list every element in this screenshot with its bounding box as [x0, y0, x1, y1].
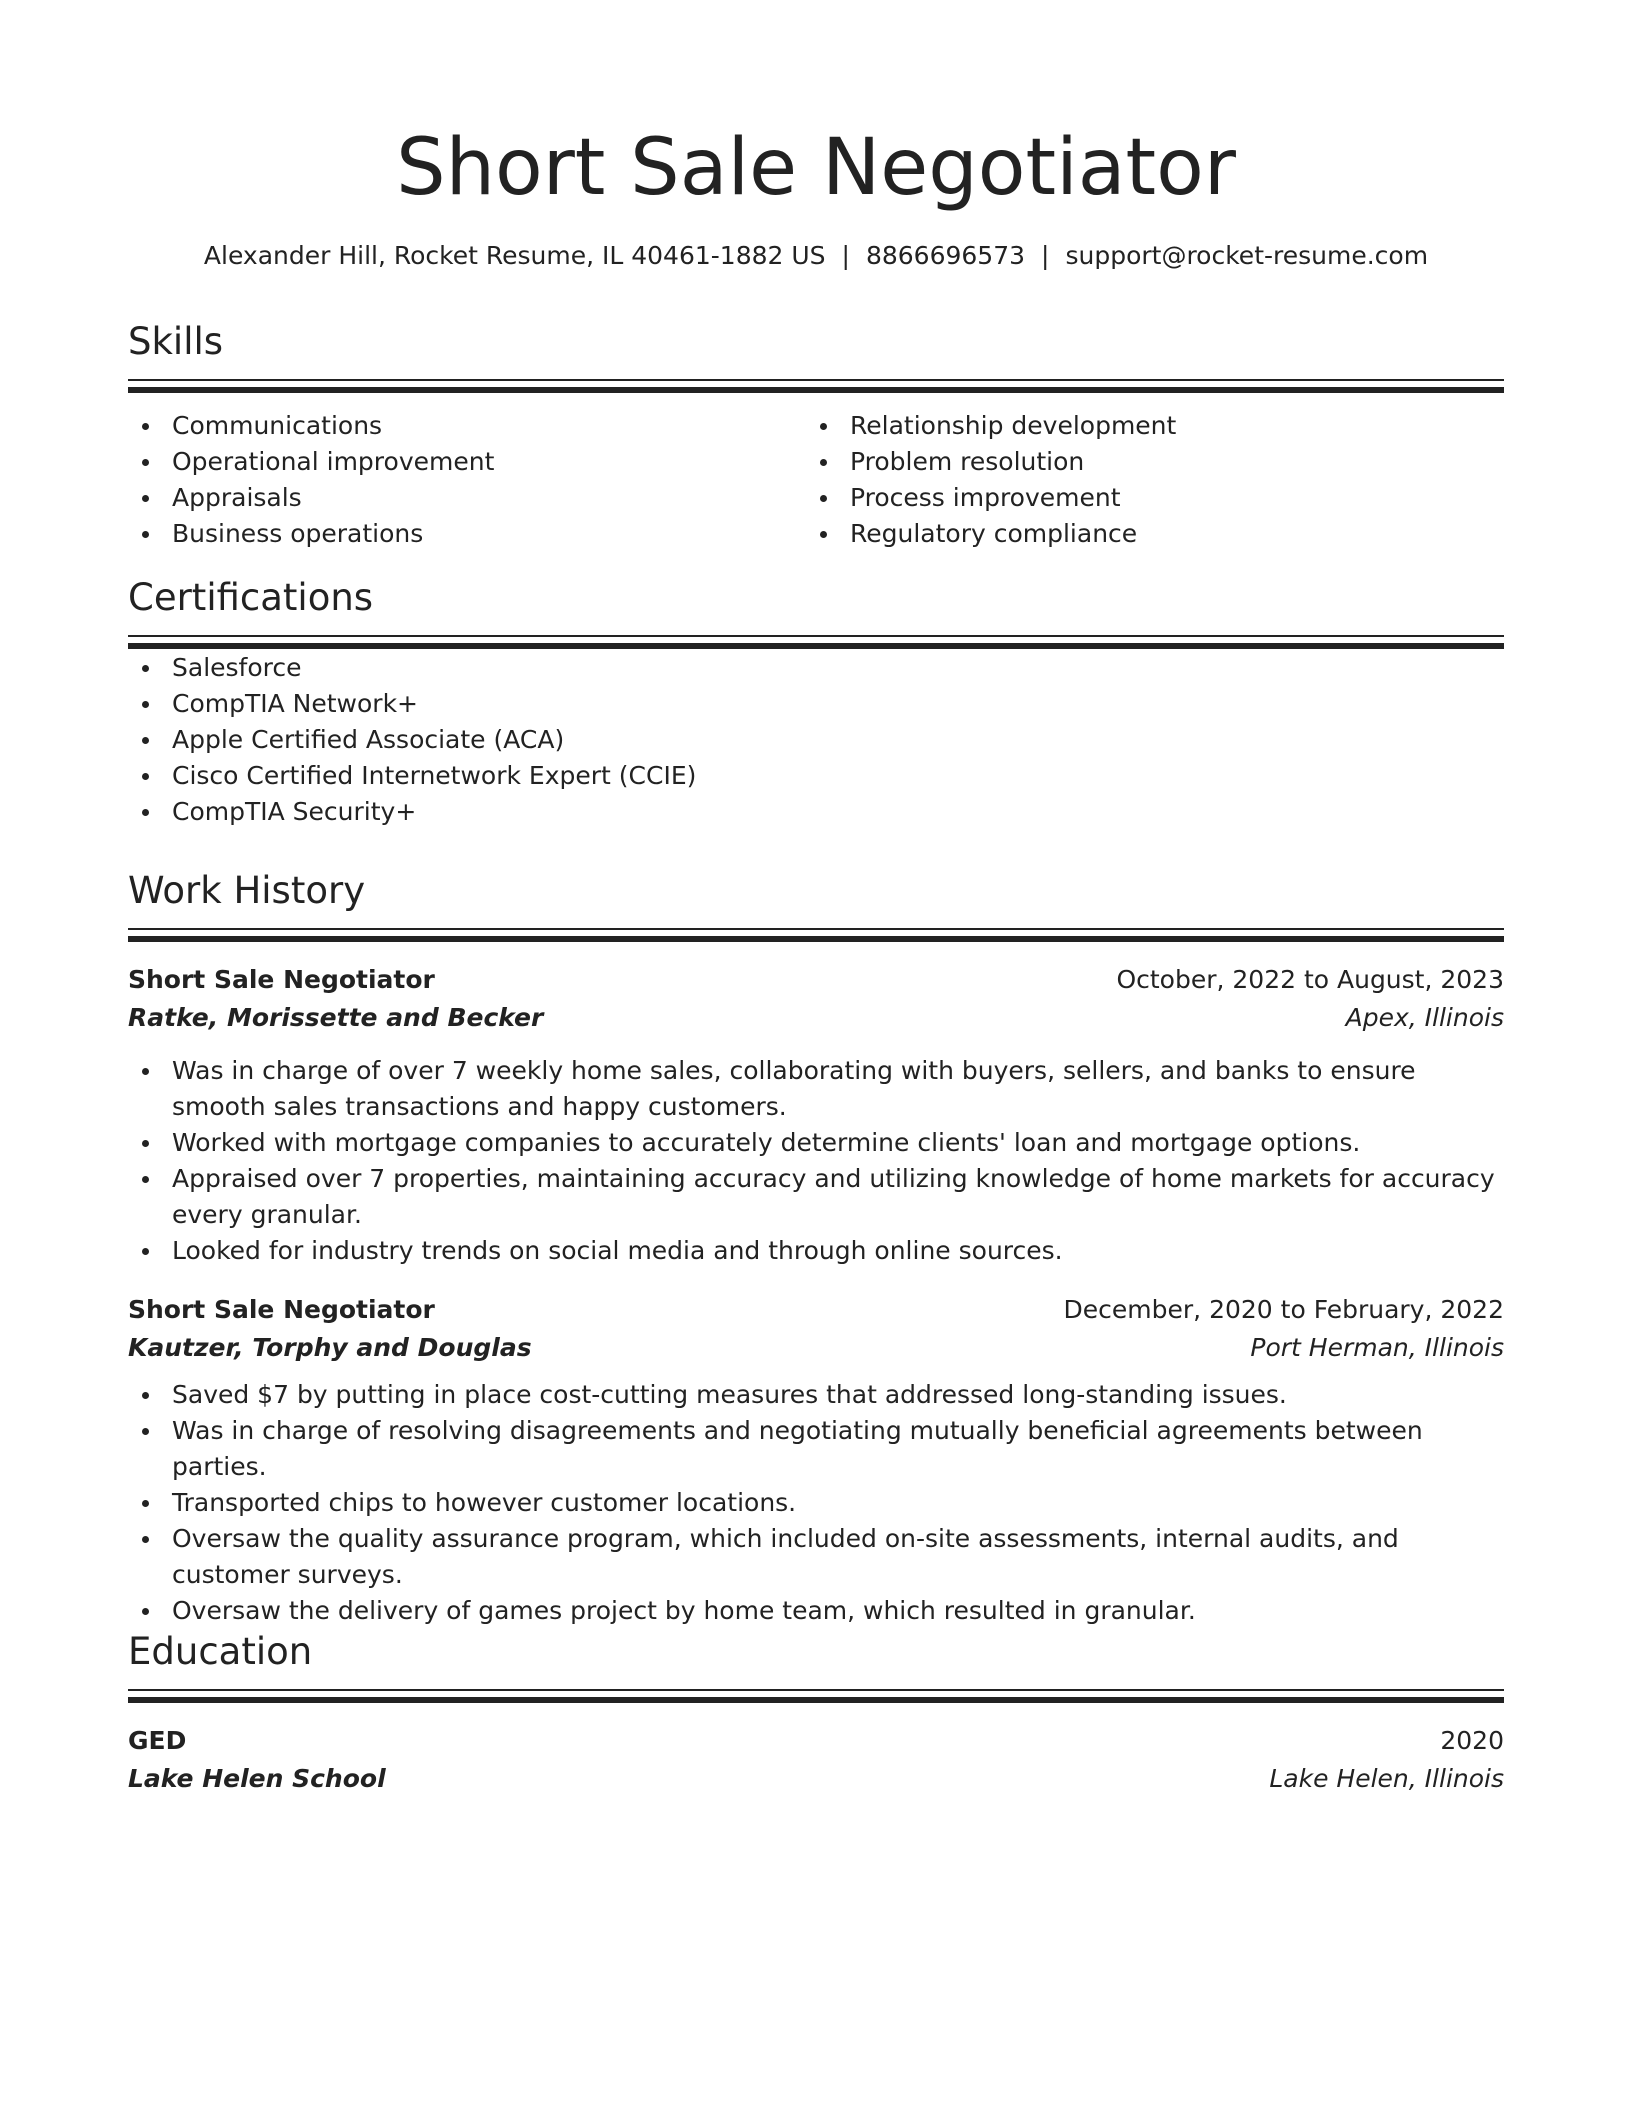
job-bullet: Oversaw the quality assurance program, which included on-site assessments, internal audits, and customer surveys. [128, 1521, 1504, 1593]
section-title-skills: Skills [128, 320, 224, 363]
section-title-work-history: Work History [128, 869, 366, 912]
skill-item: Appraisals [128, 480, 806, 516]
job-dates: December, 2020 to February, 2022 [1063, 1295, 1504, 1324]
skill-item: Regulatory compliance [806, 516, 1484, 552]
certification-item: Salesforce [128, 650, 1504, 686]
contact-address: Alexander Hill, Rocket Resume, IL 40461-1882 US [203, 241, 826, 270]
certification-item: CompTIA Network+ [128, 686, 1504, 722]
education-school: Lake Helen School [128, 1764, 386, 1793]
skills-list-right [806, 408, 1484, 552]
job-position: Short Sale Negotiator [128, 965, 435, 994]
certifications-list [128, 650, 1504, 830]
certifications-section [128, 573, 1504, 830]
job-company: Ratke, Morissette and Becker [128, 1003, 544, 1032]
education-school-row [128, 1760, 1504, 1798]
contact-line [128, 238, 1504, 274]
section-divider [128, 1689, 1504, 1704]
contact-email[interactable]: support@rocket-resume.com [1065, 241, 1429, 270]
job-location: Port Herman, Illinois [1250, 1333, 1504, 1362]
job-company-row [128, 999, 1504, 1037]
section-divider [128, 635, 1504, 650]
skill-item: Operational improvement [128, 444, 806, 480]
job-bullet: Transported chips to however customer locations. [128, 1485, 1504, 1521]
job-bullet: Saved $7 by putting in place cost-cutting measures that addressed long-standing issues. [128, 1377, 1504, 1413]
skill-item: Relationship development [806, 408, 1484, 444]
certification-item: Apple Certified Associate (ACA) [128, 722, 1504, 758]
skill-item: Process improvement [806, 480, 1484, 516]
job-bullet: Was in charge of over 7 weekly home sales, collaborating with buyers, sellers, and banks to ensure smooth sales transactions and happy customers. [128, 1053, 1504, 1125]
job-bullets [128, 1377, 1504, 1629]
job-bullet: Was in charge of resolving disagreements and negotiating mutually beneficial agreements between parties. [128, 1413, 1504, 1485]
certification-item: Cisco Certified Internetwork Expert (CCIE) [128, 758, 1504, 794]
skill-item: Problem resolution [806, 444, 1484, 480]
job-header-row [128, 1291, 1504, 1329]
education-location: Lake Helen, Illinois [1269, 1764, 1504, 1793]
education-degree: GED [128, 1726, 187, 1755]
section-title-certifications: Certifications [128, 576, 374, 619]
section-title-education: Education [128, 1630, 313, 1673]
skills-section [128, 317, 1504, 552]
job-bullet: Worked with mortgage companies to accurately determine clients' loan and mortgage options. [128, 1125, 1504, 1161]
education-section [128, 1627, 1504, 1798]
section-divider [128, 379, 1504, 394]
resume-name: Short Sale Negotiator [396, 123, 1236, 213]
contact-separator: | [841, 241, 850, 270]
skills-columns [128, 408, 1504, 552]
skill-item: Business operations [128, 516, 806, 552]
job-position: Short Sale Negotiator [128, 1295, 435, 1324]
job-entry [128, 1291, 1504, 1629]
education-entry [128, 1722, 1504, 1798]
work-history-section [128, 866, 1504, 1629]
job-bullet: Oversaw the delivery of games project by home team, which resulted in granular. [128, 1593, 1504, 1629]
contact-phone: 8866696573 [865, 241, 1026, 270]
certification-item: CompTIA Security+ [128, 794, 1504, 830]
job-bullets [128, 1053, 1504, 1269]
education-header-row [128, 1722, 1504, 1760]
education-year: 2020 [1440, 1726, 1504, 1755]
job-dates: October, 2022 to August, 2023 [1116, 965, 1504, 994]
skill-item: Communications [128, 408, 806, 444]
job-entry [128, 961, 1504, 1269]
contact-separator: | [1041, 241, 1050, 270]
skills-list-left [128, 408, 806, 552]
job-bullet: Appraised over 7 properties, maintaining accuracy and utilizing knowledge of home markets for accuracy every granular. [128, 1161, 1504, 1233]
job-header-row [128, 961, 1504, 999]
job-bullet: Looked for industry trends on social media and through online sources. [128, 1233, 1504, 1269]
job-location: Apex, Illinois [1345, 1003, 1504, 1032]
job-company: Kautzer, Torphy and Douglas [128, 1333, 532, 1362]
section-divider [128, 928, 1504, 943]
job-company-row [128, 1329, 1504, 1367]
